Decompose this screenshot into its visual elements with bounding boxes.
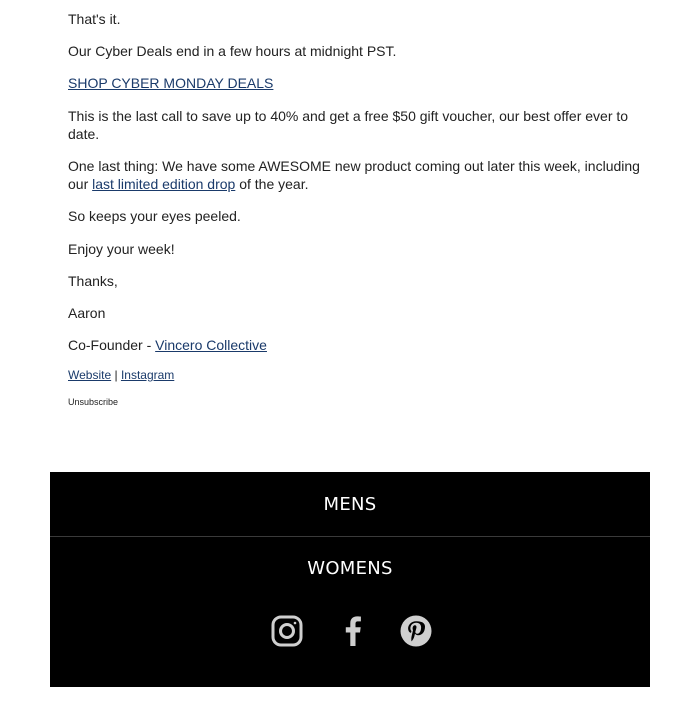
one-last-thing-text-pre: One last thing: We have some AWESOME new product coming out later this week, including our (68, 158, 640, 192)
pinterest-icon[interactable] (399, 614, 433, 648)
nav-mens-link[interactable]: MENS (323, 494, 377, 515)
unsubscribe-link[interactable]: Unsubscribe (68, 397, 119, 407)
text-last-call: This is the last call to save up to 40% and get a free $50 gift voucher, our best offer ever to date. (68, 108, 629, 142)
text-eyes-peeled: So keeps your eyes peeled. (68, 208, 241, 224)
website-link[interactable]: Website (68, 368, 112, 382)
text-thats-it: That's it. (68, 11, 121, 27)
nav-womens-link[interactable]: WOMENS (307, 558, 393, 579)
instagram-link[interactable]: Instagram (120, 368, 175, 382)
text-thanks: Thanks, (68, 273, 118, 289)
limited-edition-drop-link[interactable]: last limited edition drop (92, 176, 236, 192)
footer-divider (50, 536, 650, 537)
company-link[interactable]: Vincero Collective (155, 337, 267, 353)
one-last-thing-text-post: of the year. (235, 176, 309, 192)
cofounder-prefix: Co-Founder - (68, 337, 156, 353)
instagram-icon[interactable] (270, 614, 304, 648)
text-deals-end: Our Cyber Deals end in a few hours at midnight PST. (68, 43, 397, 59)
footer-banner (50, 472, 650, 687)
shop-deals-paragraph (68, 74, 273, 92)
cofounder-line (68, 336, 267, 354)
facebook-icon[interactable] (336, 614, 370, 648)
unsubscribe-paragraph (68, 396, 118, 408)
shop-cyber-monday-link[interactable]: SHOP CYBER MONDAY DEALS (68, 75, 274, 91)
one-last-thing-paragraph (68, 157, 643, 193)
signature-name: Aaron (68, 305, 106, 321)
link-separator: | (111, 368, 121, 382)
footer-links-row (68, 367, 174, 383)
text-enjoy-week: Enjoy your week! (68, 241, 175, 257)
